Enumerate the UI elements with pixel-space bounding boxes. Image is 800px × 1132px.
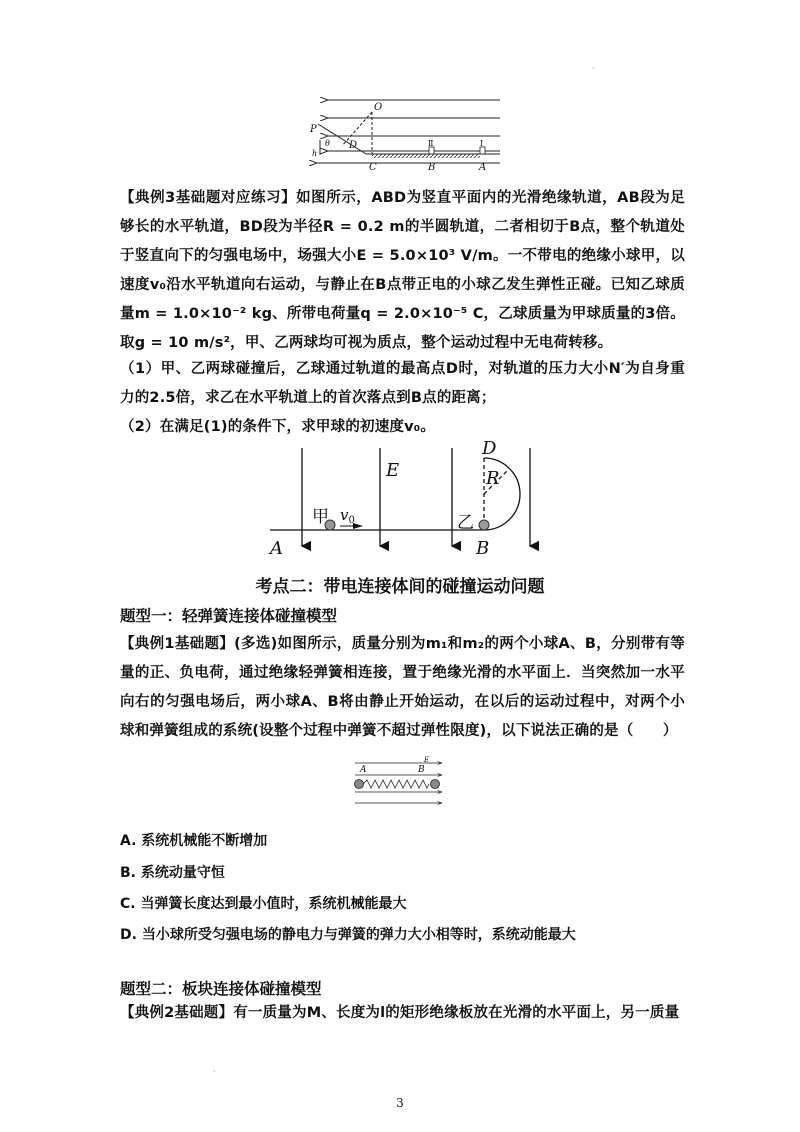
label-b: B bbox=[428, 162, 436, 173]
type1-example1-text: 【典例1基础题】(多选)如图所示，质量分别为m₁和m₂的两个小球A、B，分别带有等量的正、负电荷，通过绝缘轻弹簧相连接，置于绝缘光滑的水平面上．当突然加一水平向右的匀强电场后，两小球A、B将由静止开始运动，在以后的运动过程中，对两个小球和弹簧组成的系统(设整个过程中弹簧不超过弹性限度)，以下说法正确的是（ ） bbox=[120, 636, 685, 739]
ball-a bbox=[355, 780, 364, 789]
figure-track-semicircle bbox=[0, 440, 800, 570]
label-i: Ⅰ bbox=[480, 139, 484, 148]
option-c: C. 当弹簧长度达到最小值时，系统机械能最大 bbox=[120, 896, 407, 912]
option-b: B. 系统动量守恒 bbox=[120, 865, 225, 881]
label-p: P bbox=[310, 124, 317, 135]
label-c: C bbox=[369, 162, 377, 173]
scan-speck-2: · bbox=[213, 1067, 216, 1076]
label-v0: $v_0$ bbox=[340, 506, 355, 526]
example3-question-2: （2）在满足(1)的条件下，求甲球的初速度v₀。 bbox=[120, 419, 436, 435]
label-d: D bbox=[349, 140, 358, 151]
example3-text: 【典例3基础题对应练习】如图所示，ABD为竖直平面内的光滑绝缘轨道，AB段为足够长的水平轨道，BD段为半径R = 0.2 m的半圆轨道，二者相切于B点，整个轨道处于竖直向下的匀强电场中，场强大小E = 5.0×10³ V/m。一不带电的绝缘小球甲，以速度v₀沿水平轨道向右运动，与静止在B点带正电的小球乙发生弹性正碰。已知乙球质量m = 1.0×10⁻² kg、所带电荷量q = 2.0×10⁻⁵ C，乙球质量为甲球质量的3倍。取g = 10 m/s²，甲、乙两球均可视为质点，整个运动过程中无电荷转移。 bbox=[120, 190, 685, 351]
option-d: D. 当小球所受匀强电场的静电力与弹簧的弹力大小相等时，系统动能最大 bbox=[120, 927, 576, 943]
label-yi: 乙 bbox=[457, 513, 474, 533]
label-o: O bbox=[374, 102, 383, 113]
hatched-surface bbox=[372, 154, 480, 158]
scan-speck: · bbox=[592, 64, 595, 73]
label-e-spring: E bbox=[424, 756, 430, 764]
label-b-track: B bbox=[476, 538, 490, 559]
label-h: h bbox=[312, 149, 318, 158]
ball-b bbox=[431, 780, 440, 789]
block-ii bbox=[429, 147, 434, 154]
label-d-top: D bbox=[482, 440, 497, 459]
page-number: 3 bbox=[396, 1096, 404, 1110]
label-e: E bbox=[386, 460, 400, 481]
figure-spring-balls bbox=[0, 755, 800, 815]
spring bbox=[363, 780, 429, 788]
label-a: A bbox=[479, 162, 487, 173]
example3-question-1: （1）甲、乙两球碰撞后，乙球通过轨道的最高点D时，对轨道的压力大小N′为自身重力的2.5倍，求乙在水平轨道上的首次落点到B点的距离； bbox=[120, 361, 685, 406]
type2-example2-text: 【典例2基础题】有一质量为M、长度为l的矩形绝缘板放在光滑的水平面上，另一质量 bbox=[120, 1005, 680, 1021]
label-a-track: A bbox=[270, 538, 283, 559]
type2-title: 题型二：板块连接体碰撞模型 bbox=[120, 980, 322, 998]
option-a: A. 系统机械能不断增加 bbox=[120, 833, 268, 849]
type1-title: 题型一：轻弹簧连接体碰撞模型 bbox=[120, 607, 338, 625]
section2-title: 考点二：带电连接体间的碰撞运动问题 bbox=[255, 577, 545, 597]
label-b-spring: B bbox=[418, 765, 425, 775]
label-a-spring: A bbox=[360, 765, 367, 775]
figure-field-ramp bbox=[0, 0, 800, 180]
label-jia: 甲 bbox=[312, 507, 329, 527]
ball-yi bbox=[479, 520, 489, 530]
label-r: R bbox=[486, 468, 500, 489]
label-theta: θ bbox=[325, 139, 330, 148]
label-ii: Ⅱ bbox=[428, 139, 434, 148]
block-i bbox=[480, 147, 485, 154]
